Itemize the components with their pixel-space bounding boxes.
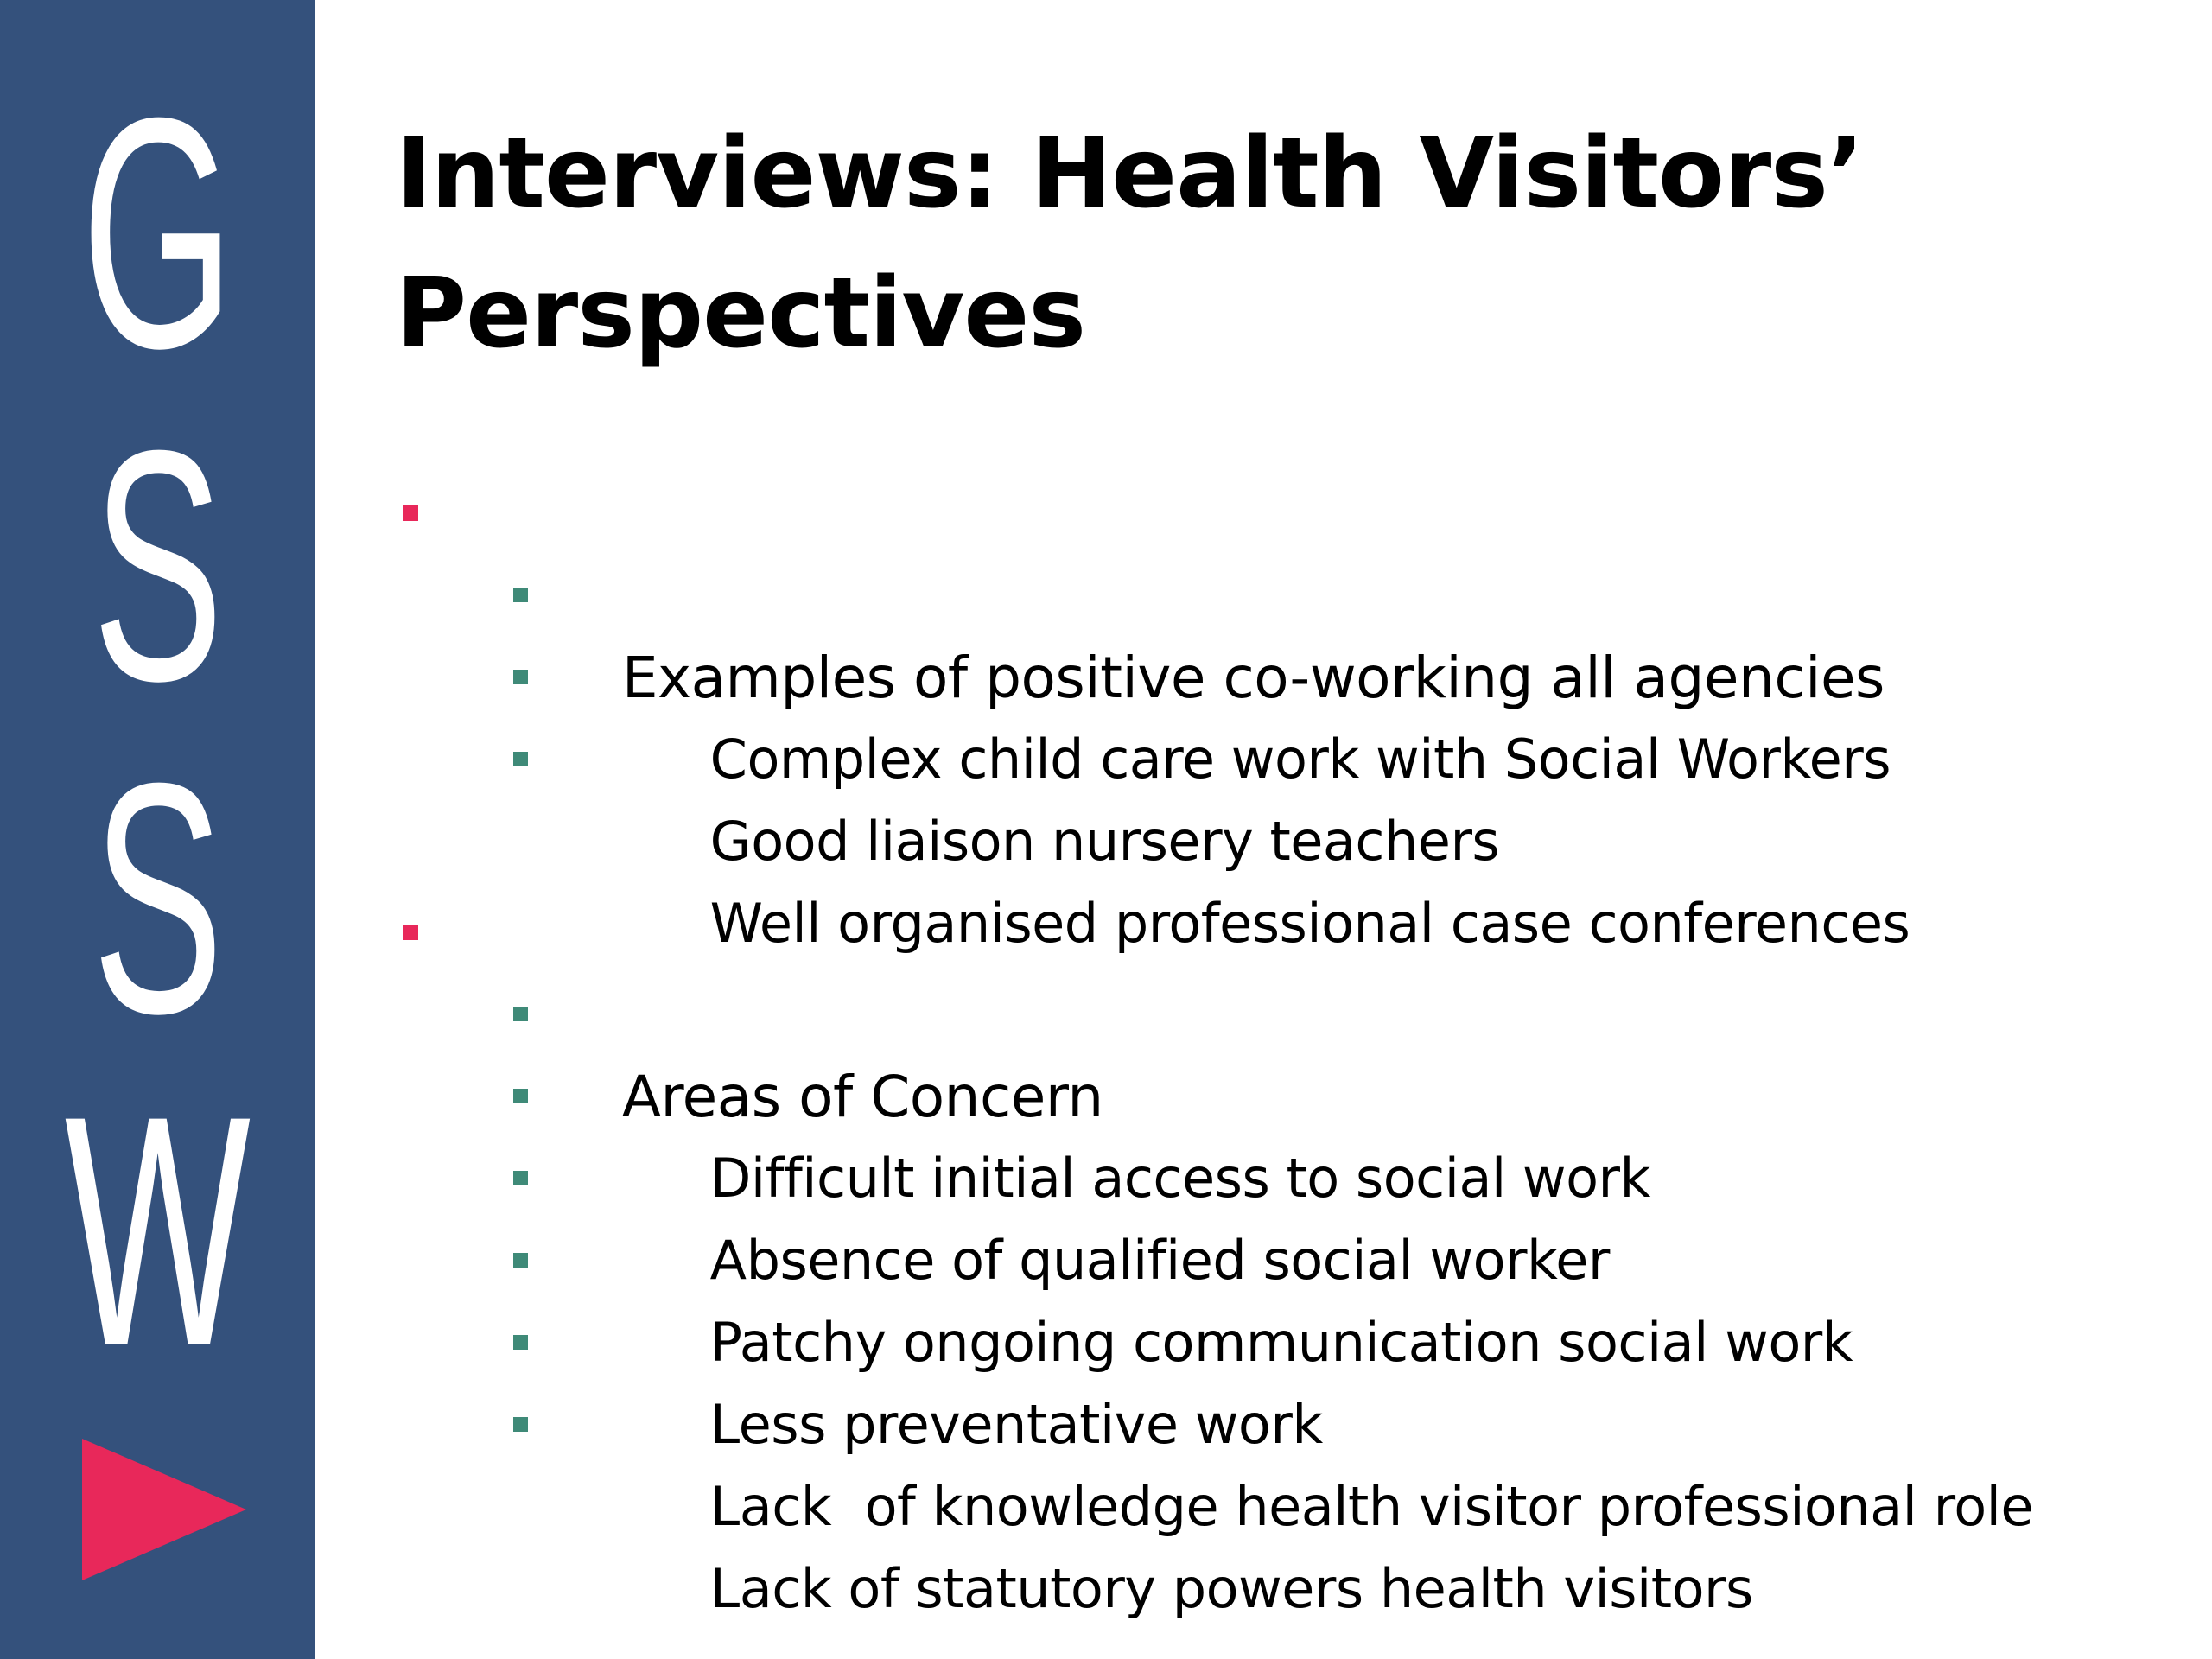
square-bullet-icon	[513, 1089, 528, 1103]
square-bullet-icon	[513, 670, 528, 684]
bullet-group-positive	[396, 471, 2176, 955]
square-bullet-icon	[513, 1335, 528, 1350]
square-bullet-icon	[513, 1171, 528, 1185]
sub-bullet-text: Absence of qualified social worker	[709, 1229, 1610, 1292]
bullet-item	[396, 890, 2176, 1130]
sub-bullet-text: Patchy ongoing communication social work	[709, 1311, 1853, 1374]
bullet-text: Areas of Concern	[621, 1064, 1103, 1130]
logo-letter-w: W	[64, 1047, 251, 1414]
square-bullet-icon	[513, 588, 528, 602]
sub-bullet-text: Difficult initial access to social work	[709, 1147, 1650, 1210]
logo-letter-s: S	[92, 382, 224, 749]
logo-letter-s: S	[92, 715, 224, 1082]
sub-bullet-text: Lack of statutory powers health visitors	[709, 1557, 1753, 1620]
slide-title-line-1: Interviews: Health Visitors’	[396, 118, 1864, 230]
square-bullet-icon	[403, 925, 418, 940]
logo-letter-g: G	[80, 49, 235, 416]
gssw-logo-bar	[0, 0, 315, 1659]
bullet-list	[396, 471, 2176, 1620]
square-bullet-icon	[513, 752, 528, 766]
square-bullet-icon	[403, 505, 418, 521]
square-bullet-icon	[513, 1007, 528, 1021]
sub-bullet-text: Lack of knowledge health visitor professional role	[709, 1475, 2034, 1538]
sub-bullet-text: Complex child care work with Social Workers	[709, 728, 1891, 791]
sub-bullet-text: Good liaison nursery teachers	[709, 810, 1500, 873]
bullet-group-concerns	[396, 890, 2176, 1620]
bullet-text: Examples of positive co-working all agencies	[621, 645, 1885, 711]
sub-bullet-text: Well organised professional case conferences	[709, 892, 1910, 955]
sub-bullet-text: Less preventative work	[709, 1393, 1323, 1456]
bullet-item	[396, 471, 2176, 711]
slide-title-line-2: Perspectives	[396, 257, 1086, 370]
square-bullet-icon	[513, 1253, 528, 1268]
slide-title	[396, 104, 2124, 384]
square-bullet-icon	[513, 1417, 528, 1432]
play-arrow-icon	[82, 1439, 246, 1580]
